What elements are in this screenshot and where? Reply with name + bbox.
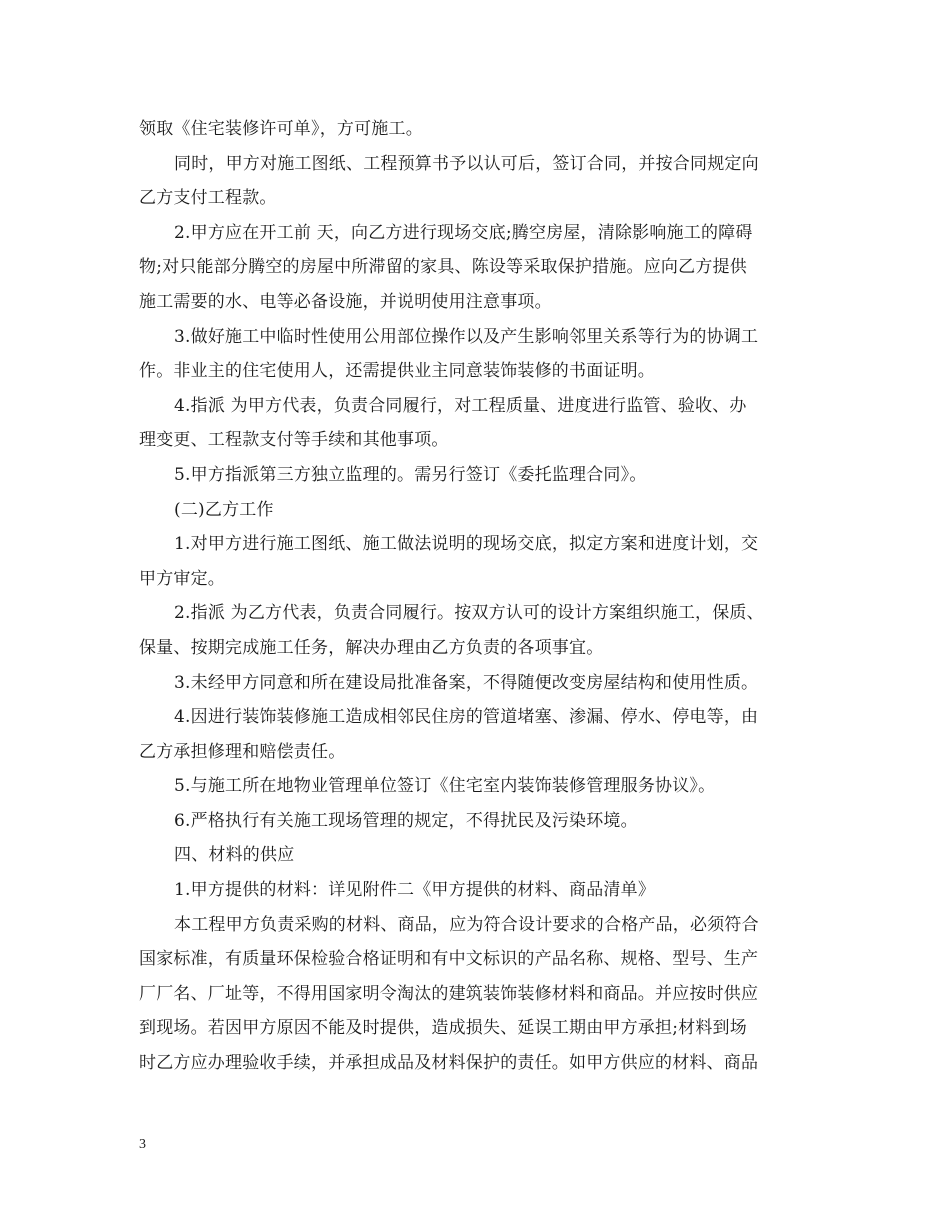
paragraph-line: 4.因进行装饰装修施工造成相邻民住房的管道堵塞、渗漏、停水、停电等，由: [174, 707, 759, 728]
paragraph-line: 施工需要的水、电等必备设施，并说明使用注意事项。: [139, 291, 552, 312]
paragraph-line: 四、材料的供应: [174, 845, 295, 866]
paragraph-line: 4.指派 为甲方代表，负责合同履行，对工程质量、进度进行监管、验收、办: [174, 395, 747, 416]
paragraph-line: 厂厂名、厂址等，不得用国家明令淘汰的建筑装饰装修材料和商品。并应按时供应: [139, 983, 759, 1004]
paragraph-line: 1.甲方提供的材料：详见附件二《甲方提供的材料、商品清单》: [174, 880, 656, 901]
paragraph-line: 乙方支付工程款。: [139, 188, 277, 209]
paragraph-line: 3.未经甲方同意和所在建设局批准备案，不得随便改变房屋结构和使用性质。: [174, 672, 759, 693]
page-number: 3: [139, 1137, 146, 1152]
paragraph-line: 保量、按期完成施工任务，解决办理由乙方负责的各项事宜。: [139, 637, 604, 658]
paragraph-line: 国家标准，有质量环保检验合格证明和有中文标识的产品名称、规格、型号、生产: [139, 949, 759, 970]
paragraph-line: 本工程甲方负责采购的材料、商品，应为符合设计要求的合格产品，必须符合: [174, 914, 759, 935]
paragraph-line: 到现场。若因甲方原因不能及时提供，造成损失、延误工期由甲方承担;材料到场: [139, 1018, 747, 1039]
document-body: [139, 112, 829, 1081]
paragraph-line: 时乙方应办理验收手续，并承担成品及材料保护的责任。如甲方供应的材料、商品: [139, 1053, 759, 1074]
paragraph-line: 物;对只能部分腾空的房屋中所滞留的家具、陈设等采取保护措施。应向乙方提供: [139, 257, 747, 278]
paragraph-line: 乙方承担修理和赔偿责任。: [139, 741, 346, 762]
paragraph-line: 3.做好施工中临时性使用公用部位操作以及产生影响邻里关系等行为的协调工: [174, 326, 759, 347]
paragraph-line: 2.甲方应在开工前 天，向乙方进行现场交底;腾空房屋，清除影响施工的障碍: [174, 222, 753, 243]
paragraph-line: 理变更、工程款支付等手续和其他事项。: [139, 430, 449, 451]
paragraph-line: 作。非业主的住宅使用人，还需提供业主同意装饰装修的书面证明。: [139, 361, 655, 382]
paragraph-line: (二)乙方工作: [174, 499, 274, 520]
paragraph-line: 2.指派 为乙方代表，负责合同履行。按双方认可的设计方案组织施工，保质、: [174, 603, 764, 624]
paragraph-line: 6.严格执行有关施工现场管理的规定，不得扰民及污染环境。: [174, 810, 638, 831]
paragraph-line: 同时，甲方对施工图纸、工程预算书予以认可后，签订合同，并按合同规定向: [174, 153, 759, 174]
paragraph-line: 5.甲方指派第三方独立监理的。需另行签订《委托监理合同》。: [174, 464, 647, 485]
paragraph-line: 甲方审定。: [139, 568, 225, 589]
paragraph-line: 1.对甲方进行施工图纸、施工做法说明的现场交底，拟定方案和进度计划，交: [174, 534, 759, 555]
paragraph-line: 领取《住宅装修许可单》，方可施工。: [139, 119, 423, 139]
paragraph-line: 5.与施工所在地物业管理单位签订《住宅室内装饰装修管理服务协议》。: [174, 776, 716, 797]
